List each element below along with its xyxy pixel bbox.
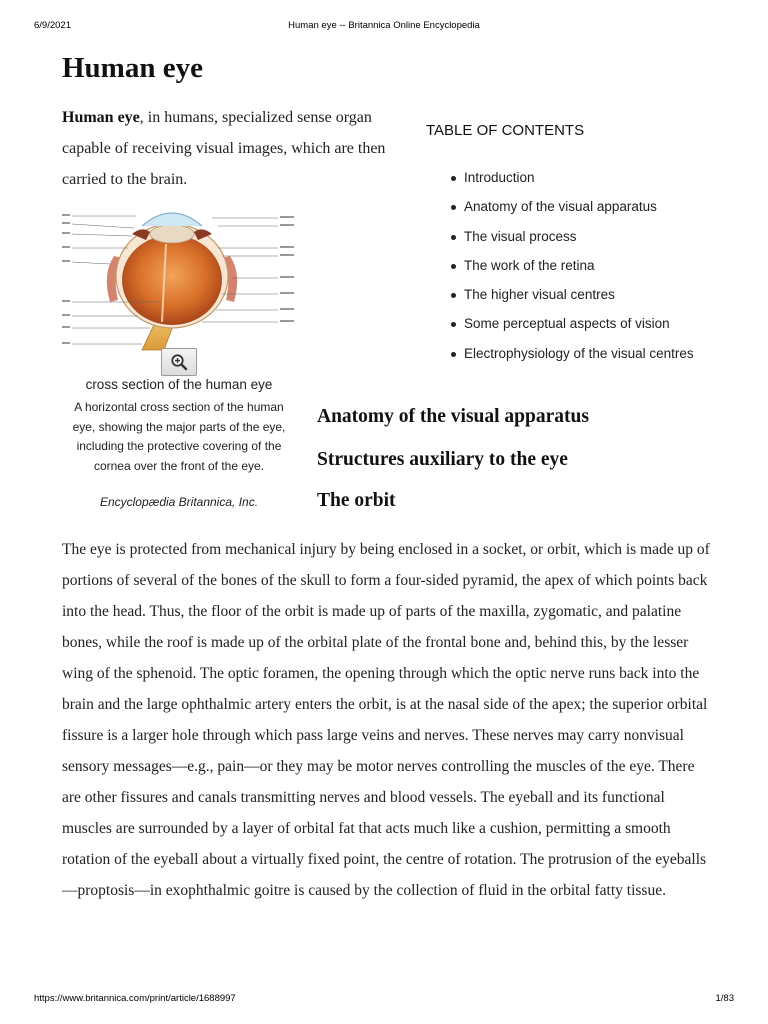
body-paragraph: The eye is protected from mechanical injury by being enclosed in a socket, or orbit, which is made up of portions of several of the bones of the skull to form a four-sided pyramid, the apex of which points back into the head. Thus, the floor of the orbit is made up of parts of the maxilla, zygomatic, and palatine bones, while the roof is made up of the orbital plate of the frontal bone and, behind this, by the lesser wing of the sphenoid. The optic foramen, the opening through which the optic nerve runs back into the brain and the large ophthalmic artery enters the orbit, is at the nasal side of the apex; the superior orbital fissure is a larger hole through which pass large veins and nerves. These nerves may carry nonvisual sensory messages—e.g., pain—or they may be motor nerves controlling the muscles of the eye. There are other fissures and canals transmitting nerves and blood vessels. The eyeball and its functional muscles are surrounded by a layer of orbital fat that acts much like a cushion, permitting a smooth rotation of the eyeball about a virtually fixed point, the centre of rotation. The protrusion of the eyeballs—proptosis—in exophthalmic goitre is caused by the collection of fluid in the orbital fatty tissue.	[62, 541, 710, 899]
intro-term: Human eye	[62, 109, 140, 126]
section-heading-orbit: The orbit	[317, 490, 396, 511]
toc-item-visual-process[interactable]: The visual process	[426, 222, 694, 251]
zoom-button[interactable]	[161, 348, 197, 376]
figure-credit: Encyclopædia Britannica, Inc.	[99, 495, 259, 509]
print-footer	[34, 993, 734, 1005]
toc-heading: TABLE OF CONTENTS	[426, 122, 585, 139]
article-intro	[62, 102, 402, 195]
section-heading-structures: Structures auxiliary to the eye	[317, 449, 568, 470]
print-page-number: 1/83	[715, 993, 734, 1004]
toc-item-higher-centres[interactable]: The higher visual centres	[426, 280, 694, 309]
figure-caption-text: A horizontal cross section of the human eye, showing the major parts of the eye, including the protective covering of the cornea over the front of the eye.	[72, 400, 286, 473]
print-header	[34, 20, 734, 32]
toc-item-electrophysiology[interactable]: Electrophysiology of the visual centres	[426, 339, 694, 368]
intro-text: , in humans, specialized sense organ capable of receiving visual images, which are then carried to the brain.	[62, 109, 386, 188]
print-url: https://www.britannica.com/print/article/1688997	[34, 993, 236, 1004]
print-page-title: Human eye -- Britannica Online Encyclopedia	[288, 20, 480, 31]
toc-item-perceptual[interactable]: Some perceptual aspects of vision	[426, 309, 694, 338]
magnifier-plus-icon	[170, 353, 188, 371]
print-date: 6/9/2021	[34, 20, 71, 31]
toc-list	[426, 163, 694, 368]
figure-caption-title: cross section of the human eye	[85, 377, 273, 392]
toc-item-retina[interactable]: The work of the retina	[426, 251, 694, 280]
article-title: Human eye	[62, 52, 203, 84]
eye-cross-section-diagram[interactable]	[62, 204, 296, 352]
toc-item-anatomy[interactable]: Anatomy of the visual apparatus	[426, 192, 694, 221]
toc-item-introduction[interactable]: Introduction	[426, 163, 694, 192]
eye-figure	[62, 204, 296, 352]
section-heading-anatomy: Anatomy of the visual apparatus	[317, 406, 589, 427]
